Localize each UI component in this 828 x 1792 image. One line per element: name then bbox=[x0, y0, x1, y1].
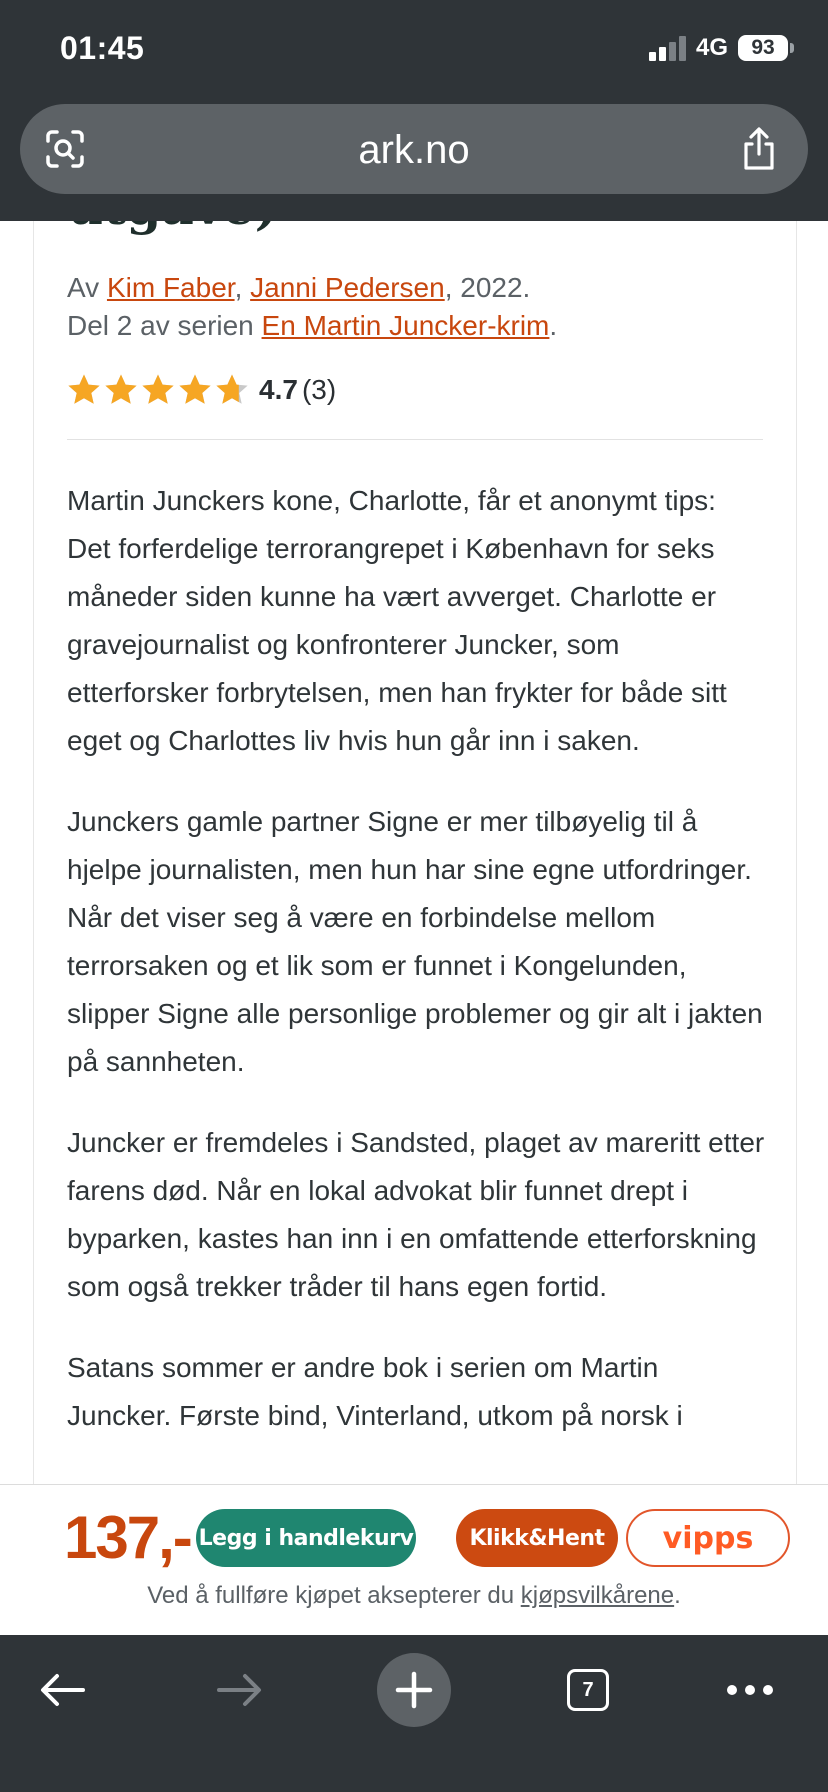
author-link[interactable]: Kim Faber bbox=[106, 272, 235, 303]
status-indicators bbox=[649, 34, 794, 62]
network-type: 4G bbox=[695, 34, 728, 61]
more-dots-icon bbox=[726, 1684, 774, 1696]
terms-link[interactable]: kjøpsvilkårene bbox=[520, 1582, 675, 1609]
plus-icon bbox=[395, 1671, 433, 1709]
add-to-cart-button[interactable]: Legg i handlekurv bbox=[196, 1509, 416, 1567]
rating[interactable] bbox=[67, 373, 336, 407]
url-text[interactable]: ark.no bbox=[358, 128, 470, 172]
star-icon bbox=[215, 373, 249, 407]
tab-count: 7 bbox=[567, 1669, 609, 1711]
share-icon[interactable] bbox=[738, 126, 780, 172]
series-prefix: Del 2 av serien bbox=[67, 310, 262, 341]
more-button[interactable] bbox=[713, 1653, 787, 1727]
status-time: 01:45 bbox=[60, 30, 145, 66]
star-icon bbox=[141, 373, 175, 407]
author-link[interactable]: Janni Pedersen bbox=[250, 272, 445, 303]
byline-prefix: Av bbox=[67, 272, 107, 303]
description-paragraph: Satans sommer er andre bok i serien om Martin Juncker. Første bind, Vinterland, utkom på norsk i bbox=[67, 1352, 683, 1431]
terms-notice: Ved å fullføre kjøpet aksepterer du kjøpsvilkårene. bbox=[147, 1582, 681, 1609]
browser-bottom-bar bbox=[0, 1635, 828, 1792]
cellular-signal-icon bbox=[649, 35, 686, 61]
divider bbox=[67, 439, 763, 440]
battery-level: 93 bbox=[738, 35, 788, 61]
byline: Av Kim Faber, Janni Pedersen, 2022. Del 2 av serien En Martin Juncker-krim. bbox=[67, 272, 558, 341]
back-button[interactable] bbox=[26, 1653, 100, 1727]
price: 137,- bbox=[64, 1504, 191, 1571]
star-icon bbox=[104, 373, 138, 407]
publication-year: , 2022. bbox=[444, 272, 531, 303]
description-paragraph: Junckers gamle partner Signe er mer tilbøyelig til å hjelpe journalisten, men hun har sine egne utfordringer. Når det viser seg å være en forbindelse mellom terrorsaken og et lik som er funnet i Kongelunden, slipper Signe alle personlige problemer og gir alt i jakten på sannheten. bbox=[67, 806, 763, 1077]
product-content bbox=[33, 221, 797, 1485]
rating-value: 4.7 bbox=[259, 374, 298, 405]
click-and-collect-button[interactable]: Klikk&Hent bbox=[456, 1509, 618, 1567]
star-icon bbox=[178, 373, 212, 407]
purchase-bar bbox=[0, 1484, 828, 1636]
star-icon bbox=[67, 373, 101, 407]
arrow-left-icon bbox=[39, 1672, 87, 1708]
new-tab-button[interactable] bbox=[377, 1653, 451, 1727]
forward-button[interactable] bbox=[202, 1653, 276, 1727]
description-paragraph: Martin Junckers kone, Charlotte, får et anonymt tips: Det forferdelige terrorangrepet i København for seks måneder siden kunne ha vært avverget. Charlotte er gravejournalist og konfronterer Juncker, som etterforsker forbrytelsen, men han frykter for både sitt eget og Charlottes liv hvis hun går inn i saken. bbox=[67, 485, 727, 756]
battery-icon bbox=[738, 35, 794, 61]
tabs-button[interactable] bbox=[551, 1653, 625, 1727]
book-description bbox=[67, 477, 767, 1473]
vipps-button[interactable]: vipps bbox=[626, 1509, 790, 1567]
address-bar[interactable] bbox=[20, 104, 808, 194]
description-paragraph: Juncker er fremdeles i Sandsted, plaget av mareritt etter farens død. Når en lokal advokat blir funnet drept i byparken, kastes han inn i en omfattende etterforskning som også trekker tråder til hans egen fortid. bbox=[67, 1127, 765, 1302]
arrow-right-icon bbox=[215, 1672, 263, 1708]
rating-stars bbox=[67, 373, 249, 407]
browser-top-bar bbox=[0, 0, 828, 221]
rating-count: (3) bbox=[301, 374, 337, 405]
series-link[interactable]: En Martin Juncker-krim bbox=[261, 310, 550, 341]
